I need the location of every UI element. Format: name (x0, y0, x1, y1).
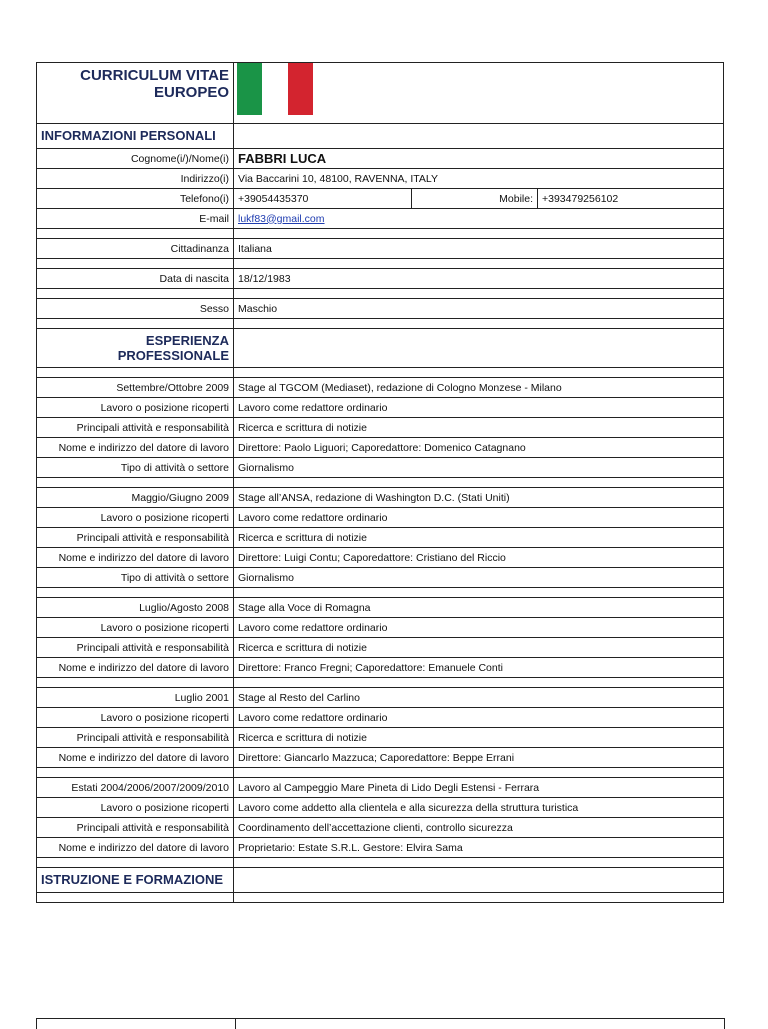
spacer-cell (37, 229, 234, 239)
experience-row (37, 688, 724, 708)
entry-date: Luglio 2001 (37, 688, 234, 708)
birth-label: Data di nascita (37, 269, 234, 289)
spacer-cell (37, 259, 234, 269)
mobile-label: Mobile: (412, 189, 538, 209)
spacer-row (37, 858, 724, 868)
employer-value: Direttore: Paolo Liguori; Caporedattore: Domenico Catagnano (234, 438, 724, 458)
experience-row (37, 638, 724, 658)
entry-date: Estati 2004/2006/2007/2009/2010 (37, 778, 234, 798)
entry-title: Stage al Resto del Carlino (234, 688, 724, 708)
spacer-row (37, 259, 724, 269)
spacer-row (37, 678, 724, 688)
sex-row (37, 299, 724, 319)
activities-label: Principali attività e responsabilità (37, 728, 234, 748)
cv-title (37, 63, 234, 124)
experience-row (37, 378, 724, 398)
spacer-cell (37, 289, 234, 299)
cv-title-line2: EUROPEO (153, 84, 229, 101)
name-label: Cognome(i/)/Nome(i) (37, 149, 234, 169)
citizenship-row (37, 239, 724, 259)
employer-value: Proprietario: Estate S.R.L. Gestore: Elvira Sama (234, 838, 724, 858)
phone-value: +39054435370 (234, 189, 412, 209)
spacer-cell (234, 678, 724, 688)
spacer-cell (234, 768, 724, 778)
experience-row (37, 398, 724, 418)
sector-label: Tipo di attività o settore (37, 568, 234, 588)
mobile-value: +393479256102 (538, 189, 724, 209)
spacer-cell (37, 678, 234, 688)
experience-row (37, 708, 724, 728)
experience-row (37, 618, 724, 638)
experience-row (37, 838, 724, 858)
phone-label: Telefono(i) (37, 189, 234, 209)
citizenship-label: Cittadinanza (37, 239, 234, 259)
activities-value: Ricerca e scrittura di notizie (234, 418, 724, 438)
next-table-divider (235, 1019, 236, 1029)
spacer-row (37, 229, 724, 239)
name-value: FABBRI LUCA (234, 149, 724, 169)
position-value: Lavoro come addetto alla clientela e alla sicurezza della struttura turistica (234, 798, 724, 818)
entry-title: Stage all’ANSA, redazione di Washington D.C. (Stati Uniti) (234, 488, 724, 508)
name-row (37, 149, 724, 169)
entry-title: Stage alla Voce di Romagna (234, 598, 724, 618)
experience-entries (37, 378, 724, 868)
address-row (37, 169, 724, 189)
personal-section-row (37, 124, 724, 149)
spacer-cell (234, 893, 724, 903)
entry-date: Luglio/Agosto 2008 (37, 598, 234, 618)
citizenship-value: Italiana (234, 239, 724, 259)
experience-row (37, 798, 724, 818)
sex-label: Sesso (37, 299, 234, 319)
spacer-row (37, 588, 724, 598)
spacer-cell (234, 259, 724, 269)
spacer-cell (234, 289, 724, 299)
position-label: Lavoro o posizione ricoperti (37, 508, 234, 528)
experience-row (37, 778, 724, 798)
activities-value: Ricerca e scrittura di notizie (234, 638, 724, 658)
spacer-cell (37, 478, 234, 488)
employer-label: Nome e indirizzo del datore di lavoro (37, 838, 234, 858)
birth-row (37, 269, 724, 289)
birth-value: 18/12/1983 (234, 269, 724, 289)
section-title-experience-line1: ESPERIENZA (145, 333, 229, 348)
section-empty-cell (234, 124, 724, 149)
cv-table (36, 62, 724, 903)
experience-row (37, 748, 724, 768)
spacer-cell (234, 478, 724, 488)
position-label: Lavoro o posizione ricoperti (37, 618, 234, 638)
address-value: Via Baccarini 10, 48100, RAVENNA, ITALY (234, 169, 724, 189)
spacer-cell (234, 229, 724, 239)
section-title-experience-line2: PROFESSIONALE (117, 348, 229, 363)
employer-label: Nome e indirizzo del datore di lavoro (37, 748, 234, 768)
sector-label: Tipo di attività o settore (37, 458, 234, 478)
employer-label: Nome e indirizzo del datore di lavoro (37, 438, 234, 458)
section-title-experience (37, 329, 234, 368)
spacer-cell (234, 588, 724, 598)
employer-label: Nome e indirizzo del datore di lavoro (37, 658, 234, 678)
section-empty-cell (234, 329, 724, 368)
email-row (37, 209, 724, 229)
activities-label: Principali attività e responsabilità (37, 418, 234, 438)
sector-value: Giornalismo (234, 568, 724, 588)
spacer-cell (37, 588, 234, 598)
position-value: Lavoro come redattore ordinario (234, 708, 724, 728)
sex-value: Maschio (234, 299, 724, 319)
experience-row (37, 548, 724, 568)
spacer-row (37, 768, 724, 778)
spacer-row (37, 893, 724, 903)
activities-label: Principali attività e responsabilità (37, 528, 234, 548)
spacer-cell (37, 319, 234, 329)
experience-row (37, 508, 724, 528)
position-label: Lavoro o posizione ricoperti (37, 398, 234, 418)
spacer-cell (234, 319, 724, 329)
experience-row (37, 598, 724, 618)
employer-value: Direttore: Luigi Contu; Caporedattore: Cristiano del Riccio (234, 548, 724, 568)
email-link[interactable]: lukf83@gmail.com (238, 212, 325, 225)
flag-cell (234, 63, 724, 124)
activities-value: Ricerca e scrittura di notizie (234, 528, 724, 548)
entry-title: Stage al TGCOM (Mediaset), redazione di Cologno Monzese - Milano (234, 378, 724, 398)
spacer-row (37, 478, 724, 488)
experience-row (37, 438, 724, 458)
experience-row (37, 418, 724, 438)
email-label: E-mail (37, 209, 234, 229)
employer-value: Direttore: Giancarlo Mazzuca; Caporedattore: Beppe Errani (234, 748, 724, 768)
experience-row (37, 568, 724, 588)
position-label: Lavoro o posizione ricoperti (37, 798, 234, 818)
activities-value: Ricerca e scrittura di notizie (234, 728, 724, 748)
address-label: Indirizzo(i) (37, 169, 234, 189)
experience-row (37, 458, 724, 478)
flag-red-stripe (288, 63, 313, 115)
employer-label: Nome e indirizzo del datore di lavoro (37, 548, 234, 568)
activities-label: Principali attività e responsabilità (37, 818, 234, 838)
spacer-cell (234, 368, 724, 378)
flag-white-stripe (262, 63, 287, 115)
position-value: Lavoro come redattore ordinario (234, 398, 724, 418)
phone-row (37, 189, 724, 209)
spacer-cell (37, 768, 234, 778)
header-row (37, 63, 724, 124)
experience-row (37, 658, 724, 678)
entry-date: Maggio/Giugno 2009 (37, 488, 234, 508)
position-value: Lavoro come redattore ordinario (234, 618, 724, 638)
section-title-personal: INFORMAZIONI PERSONALI (37, 124, 234, 149)
employer-value: Direttore: Franco Fregni; Caporedattore: Emanuele Conti (234, 658, 724, 678)
position-label: Lavoro o posizione ricoperti (37, 708, 234, 728)
section-title-education: ISTRUZIONE E FORMAZIONE (37, 868, 234, 893)
spacer-row (37, 368, 724, 378)
spacer-cell (37, 858, 234, 868)
experience-row (37, 728, 724, 748)
sector-value: Giornalismo (234, 458, 724, 478)
spacer-cell (37, 368, 234, 378)
entry-title: Lavoro al Campeggio Mare Pineta di Lido Degli Estensi - Ferrara (234, 778, 724, 798)
experience-row (37, 528, 724, 548)
entry-date: Settembre/Ottobre 2009 (37, 378, 234, 398)
experience-section-row (37, 329, 724, 368)
cv-title-line1: CURRICULUM VITAE (80, 67, 229, 84)
education-section-row (37, 868, 724, 893)
flag-green-stripe (237, 63, 262, 115)
education-section (37, 868, 724, 903)
experience-row (37, 818, 724, 838)
spacer-cell (37, 893, 234, 903)
italian-flag-icon (237, 63, 313, 115)
spacer-row (37, 319, 724, 329)
activities-value: Coordinamento dell’accettazione clienti, controllo sicurezza (234, 818, 724, 838)
experience-row (37, 488, 724, 508)
spacer-row (37, 289, 724, 299)
section-empty-cell (234, 868, 724, 893)
spacer-cell (234, 858, 724, 868)
email-cell (234, 209, 724, 229)
position-value: Lavoro come redattore ordinario (234, 508, 724, 528)
activities-label: Principali attività e responsabilità (37, 638, 234, 658)
